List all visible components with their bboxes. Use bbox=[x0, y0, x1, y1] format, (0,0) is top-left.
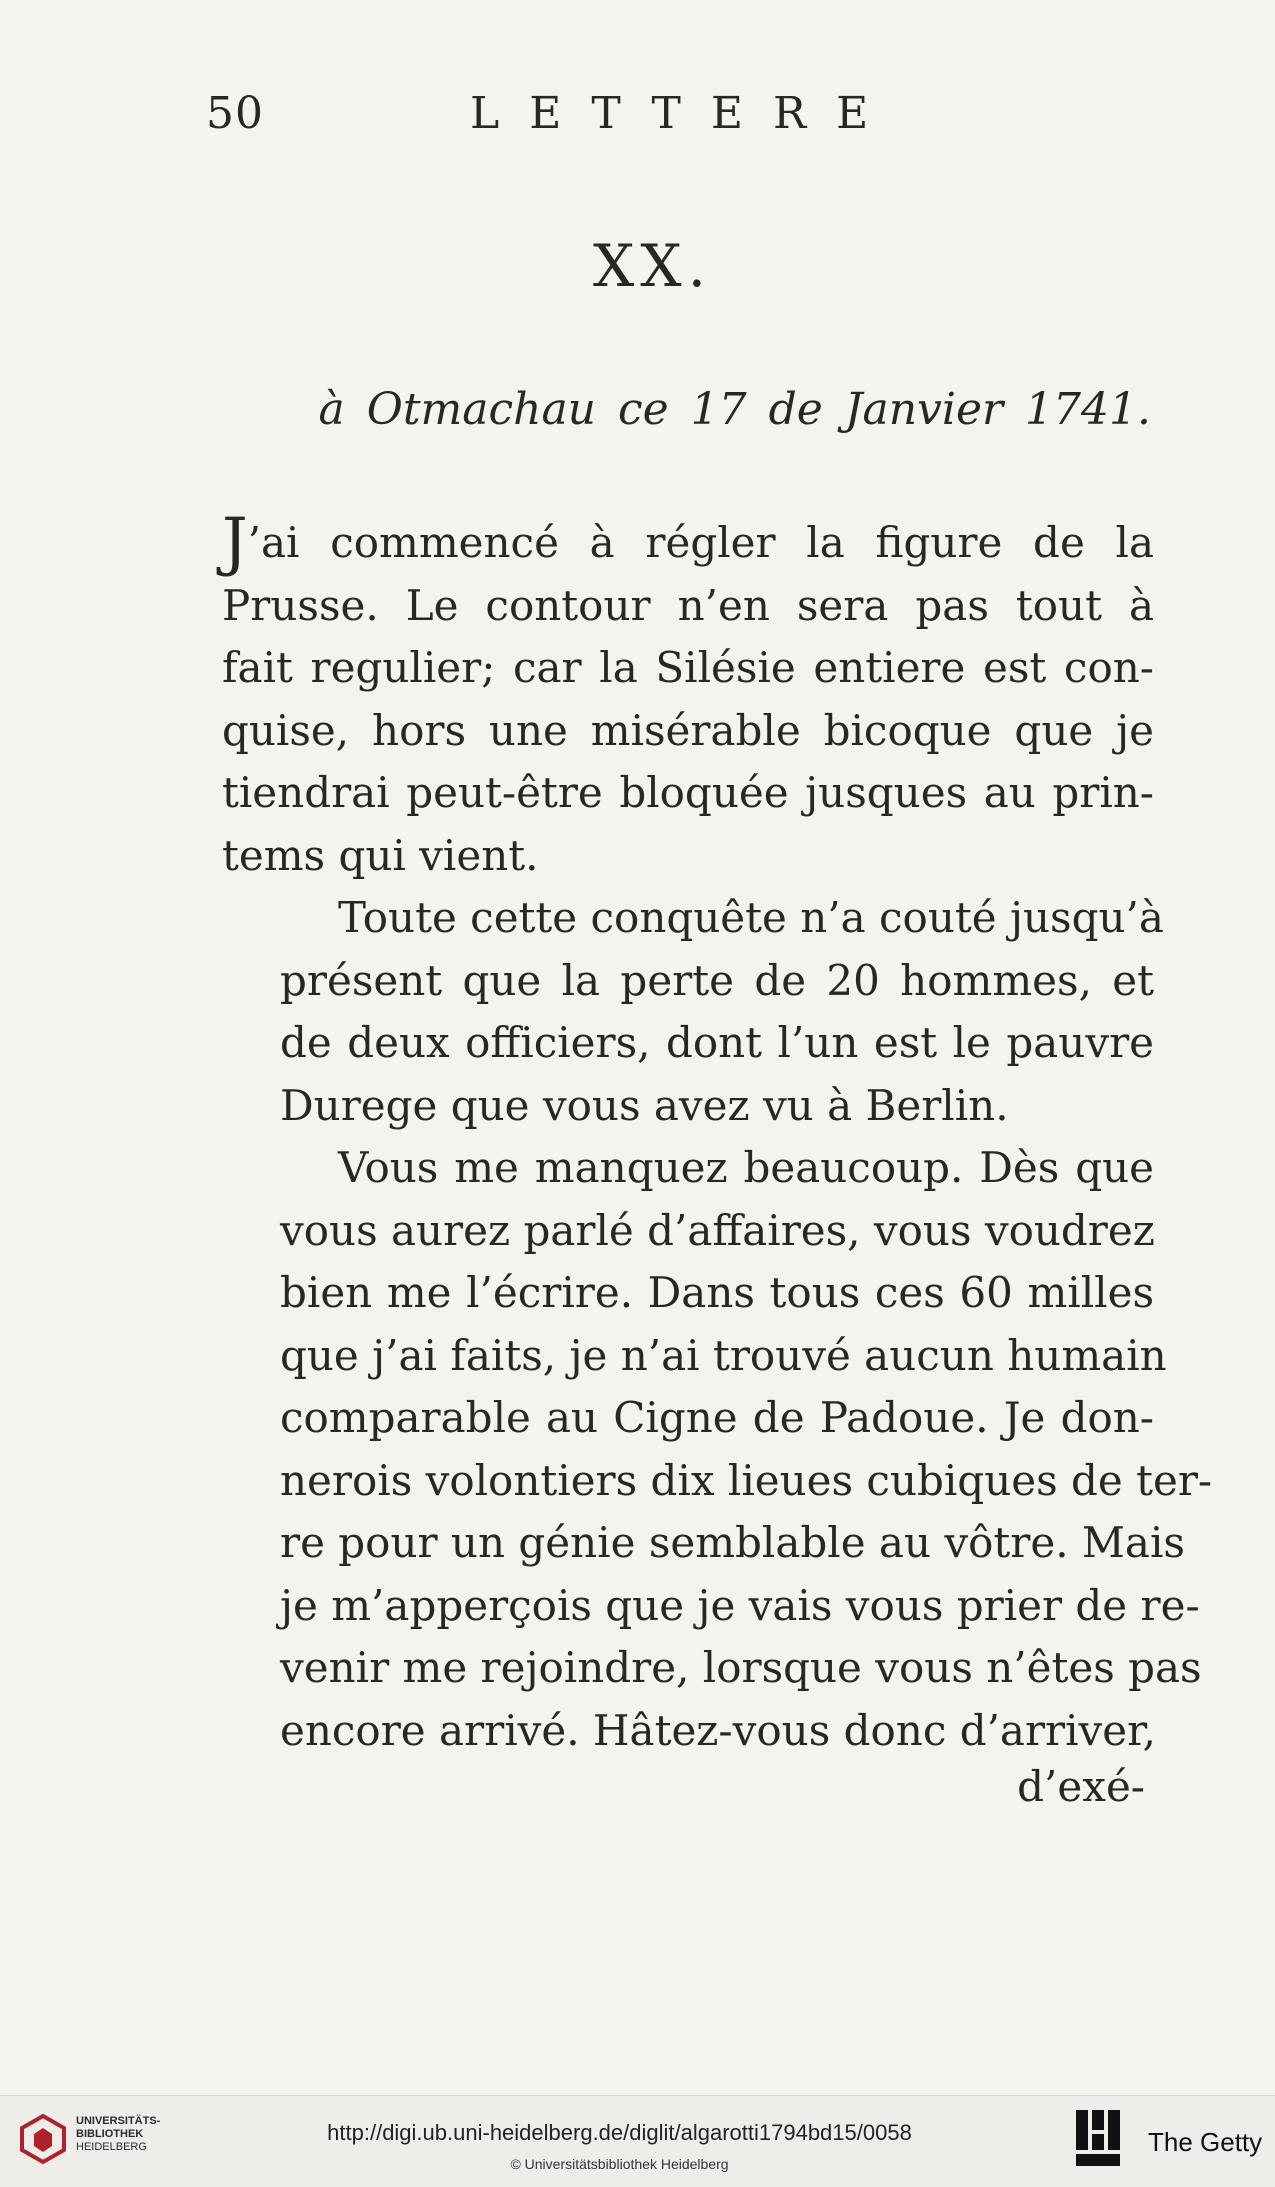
paragraph-line: comparable au Cigne de Padoue. Je don- bbox=[280, 1393, 1154, 1442]
paragraph-line: tiendrai peut-être bloquée jusques au prin- bbox=[222, 768, 1154, 817]
paragraph-line bbox=[222, 505, 1154, 579]
paragraph-line: que j’ai faits, je n’ai trouvé aucun humain bbox=[280, 1330, 1167, 1380]
drop-cap: J bbox=[222, 505, 248, 579]
getty-logo-icon bbox=[1074, 2108, 1124, 2170]
paragraph-line: je m’apperçois que je vais vous prier de re- bbox=[280, 1580, 1200, 1630]
library-name-line: UNIVERSITÄTS- bbox=[76, 2115, 161, 2127]
paragraph-line: quise, hors une misérable bicoque que je bbox=[222, 705, 1154, 755]
paragraph-line: fait regulier; car la Silésie entiere est con- bbox=[222, 643, 1154, 692]
paragraph-line: Prusse. Le contour n’en sera pas tout à bbox=[222, 580, 1154, 630]
catchword: d’exé- bbox=[1017, 1762, 1145, 1811]
paragraph-line: bien me l’écrire. Dans tous ces 60 milles bbox=[280, 1268, 1154, 1317]
paragraph-line: nerois volontiers dix lieues cubiques de ter- bbox=[280, 1455, 1213, 1505]
paragraph-line: Vous me manquez beaucoup. Dès que bbox=[338, 1143, 1154, 1192]
letter-body bbox=[222, 505, 1213, 1762]
dateline: à Otmachau ce 17 de Janvier 1741. bbox=[318, 384, 1151, 435]
running-head: LETTERE bbox=[470, 88, 899, 139]
paragraph-line: Toute cette conquête n’a couté jusqu’à bbox=[338, 893, 1164, 942]
copyright-text: © Universitätsbibliothek Heidelberg bbox=[510, 2156, 729, 2172]
letter-number-text: XX. bbox=[592, 232, 713, 300]
letter-number bbox=[0, 232, 1275, 300]
paragraph-line: re pour un génie semblable au vôtre. Mais bbox=[280, 1518, 1185, 1567]
library-name-line: HEIDELBERG bbox=[76, 2141, 147, 2153]
page-number: 50 bbox=[206, 88, 264, 139]
paragraph-3 bbox=[222, 1137, 1213, 1762]
paragraph-line: encore arrivé. Hâtez-vous donc d’arriver, bbox=[280, 1705, 1156, 1755]
line-text: ’ai commencé à régler la figure de la bbox=[247, 518, 1154, 567]
paragraph-line: venir me rejoindre, lorsque vous n’êtes pas bbox=[280, 1643, 1202, 1692]
paragraph-line: tems qui vient. bbox=[222, 830, 539, 880]
paragraph-line: Durege que vous avez vu à Berlin. bbox=[280, 1080, 1009, 1130]
paragraph-2 bbox=[222, 887, 1164, 1137]
paragraph-1 bbox=[222, 505, 1154, 887]
permalink-text[interactable]: http://digi.ub.uni-heidelberg.de/diglit/algarotti1794bd15/0058 bbox=[327, 2120, 912, 2145]
library-name-line: BIBLIOTHEK bbox=[76, 2128, 144, 2140]
paragraph-line: vous aurez parlé d’affaires, vous voudrez bbox=[280, 1205, 1155, 1255]
partner-name: The Getty bbox=[1148, 2127, 1263, 2157]
paragraph-line: présent que la perte de 20 hommes, et bbox=[280, 955, 1154, 1005]
paragraph-line: de deux officiers, dont l’un est le pauvre bbox=[280, 1018, 1154, 1067]
